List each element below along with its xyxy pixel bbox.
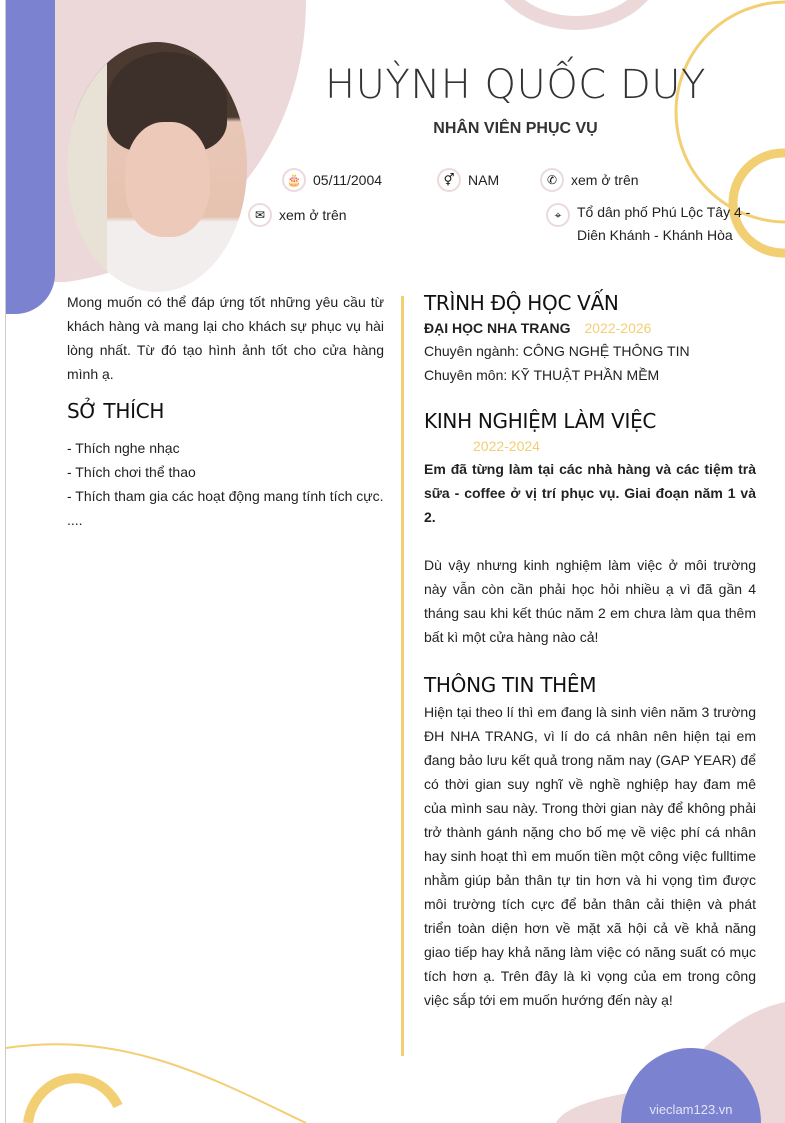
gender-text: NAM (468, 172, 500, 188)
pink-ring-top (493, 0, 659, 23)
hobby-item: - Thích tham gia các hoạt động mang tính tích cực. (67, 488, 384, 504)
phone-icon: ✆ (540, 168, 564, 192)
email-item (248, 203, 347, 227)
purple-bar (6, 0, 55, 314)
hobbies-list (67, 436, 384, 532)
gender-item (437, 168, 499, 192)
address-line-1: Tổ dân phố Phú Lộc Tây 4 - (577, 204, 751, 220)
education-heading: TRÌNH ĐỘ HỌC VẤN (424, 291, 619, 315)
birthday-item (282, 168, 382, 192)
experience-years: 2022-2024 (473, 438, 540, 454)
school-name: ĐẠI HỌC NHA TRANG (424, 320, 571, 336)
phone-item (540, 168, 639, 192)
cake-icon: 🎂 (282, 168, 306, 192)
experience-heading: KINH NGHIỆM LÀM VIỆC (424, 409, 657, 433)
address-line-2: Diên Khánh - Khánh Hòa (577, 227, 733, 243)
candidate-name: HUỲNH QUỐC DUY (325, 62, 706, 108)
hobby-item: - Thích nghe nhạc (67, 440, 180, 456)
hobby-item: .... (67, 512, 83, 528)
objective: Mong muốn có thể đáp ứng tốt những yêu cầu từ khách hàng và mang lại cho khách sự phục vụ hài lòng nhất. Từ đó tạo hình ảnh tốt cho cửa hàng mình ạ. (67, 294, 384, 382)
extra-heading: THÔNG TIN THÊM (424, 673, 597, 697)
experience-summary: Em đã từng làm tại các nhà hàng và các tiệm trà sữa - coffee ở vị trí phục vụ. Giai đoạn năm 1 và 2. (424, 461, 756, 525)
envelope-icon: ✉ (248, 203, 272, 227)
job-title: NHÂN VIÊN PHỤC VỤ (433, 120, 598, 137)
birthday-text: 05/11/2004 (313, 172, 383, 188)
education-specialty: Chuyên môn: KỸ THUẬT PHẦN MỀM (424, 367, 660, 383)
experience-detail: Dù vậy nhưng kinh nghiệm làm việc ở môi trường này vẫn còn cần phải học hỏi nhiều ạ vì đã gần 4 tháng sau khi kết thúc năm 2 em chưa làm qua thêm bất kì một cửa hàng nào cả! (424, 557, 756, 645)
gender-icon: ⚥ (437, 168, 461, 192)
education-years: 2022-2026 (584, 320, 652, 336)
cv-page (5, 0, 785, 1123)
education-school-row (424, 320, 651, 336)
extra-text: Hiện tại theo lí thì em đang là sinh viên năm 3 trường ĐH NHA TRANG, vì lí do cá nhân nên hiện tại em đang bảo lưu kết quả trong năm nay (GAP YEAR) để có thời gian suy nghĩ về nghề nghiệp hay đam mê của mình sau này. Trong thời gian này để không phải trở thành gánh nặng cho bố mẹ về việc phí cá nhân hay sinh hoạt thì em muốn tiền một công việc fulltime nhằm giúp bản thân tự tin hơn và hi vọng tìm được môi trường tích cực để bản thân cải thiện và phát triển toàn diện hơn về mặt xã hội cả về khả năng giao tiếp hay khả năng làm việc có năng suất có mục tích hơn ạ. Trên đây là kì vọng của em trong công việc sắp tới em muốn hướng đến này ạ! (424, 704, 756, 1008)
map-icon: ⌖ (546, 203, 570, 227)
watermark: vieclam123.vn (649, 1102, 733, 1117)
yellow-arc-bottom (28, 1078, 118, 1123)
hobby-item: - Thích chơi thể thao (67, 464, 196, 480)
column-divider (401, 296, 404, 1056)
hobbies-heading: SỞ THÍCH (67, 399, 165, 423)
phone-text: xem ở trên (571, 172, 639, 188)
email-text: xem ở trên (279, 207, 347, 223)
address-item (546, 201, 750, 247)
education-major: Chuyên ngành: CÔNG NGHỆ THÔNG TIN (424, 343, 690, 359)
